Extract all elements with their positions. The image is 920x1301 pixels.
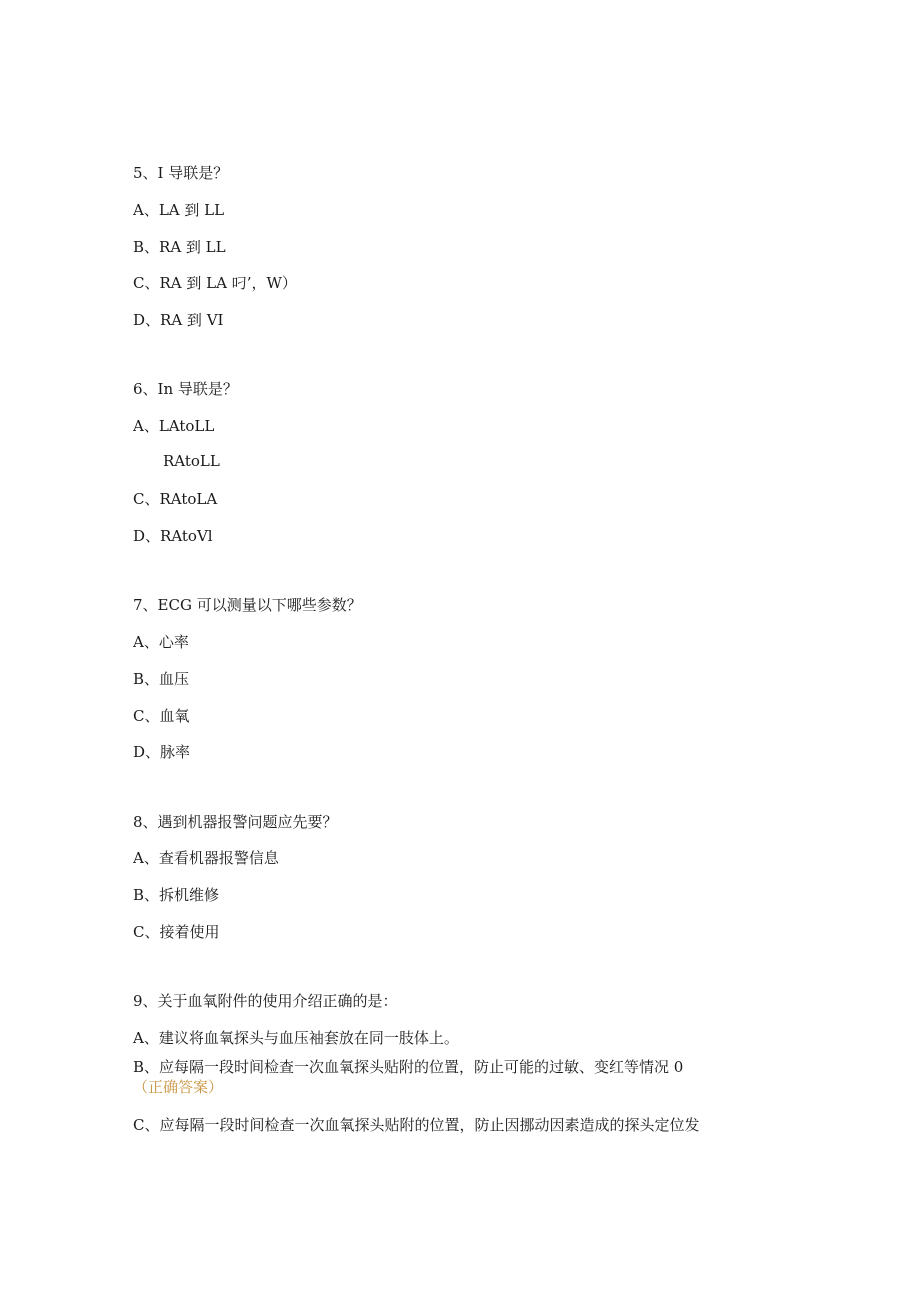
question-6-option-d: D、RAtoVl [133, 527, 213, 545]
question-6-option-c: C、RAtoLA [133, 490, 218, 508]
question-8-option-b: B、拆机维修 [133, 886, 220, 904]
correct-answer-note: （正确答案） [133, 1078, 224, 1096]
question-6-stem: 6、In 导联是？ [133, 380, 238, 398]
question-8-option-c: C、接着使用 [133, 923, 220, 941]
question-9-option-b: B、应每隔一段时间检查一次血氧探头贴附的位置，防止可能的过敏、变红等情况 0 [133, 1058, 684, 1076]
question-6-option-a: A、LAtoLL [133, 417, 215, 435]
question-5-option-d: D、RA 到 VI [133, 311, 224, 329]
question-6-option-b: RAtoLL [163, 452, 220, 470]
question-7-option-d: D、脉率 [133, 743, 191, 761]
question-7-option-b: B、血压 [133, 670, 190, 688]
question-9-option-c: C、应每隔一段时间检查一次血氧探头贴附的位置，防止因挪动因素造成的探头定位发 [133, 1116, 700, 1134]
question-5-option-a: A、LA 到 LL [133, 201, 225, 219]
question-7-option-c: C、血氧 [133, 707, 190, 725]
question-9-option-a: A、建议将血氧探头与血压袖套放在同一肢体上。 [133, 1029, 459, 1047]
question-5-option-c: C、RA 到 LA 叼’，W） [133, 274, 297, 292]
question-5-stem: 5、I 导联是？ [133, 164, 229, 182]
question-9-stem: 9、关于血氧附件的使用介绍正确的是： [133, 992, 398, 1010]
question-8-option-a: A、查看机器报警信息 [133, 849, 279, 867]
question-8-stem: 8、遇到机器报警问题应先要？ [133, 813, 338, 831]
question-5-option-b: B、RA 到 LL [133, 238, 226, 256]
question-7-option-a: A、心率 [133, 633, 189, 651]
question-7-stem: 7、ECG 可以测量以下哪些参数？ [133, 596, 362, 614]
